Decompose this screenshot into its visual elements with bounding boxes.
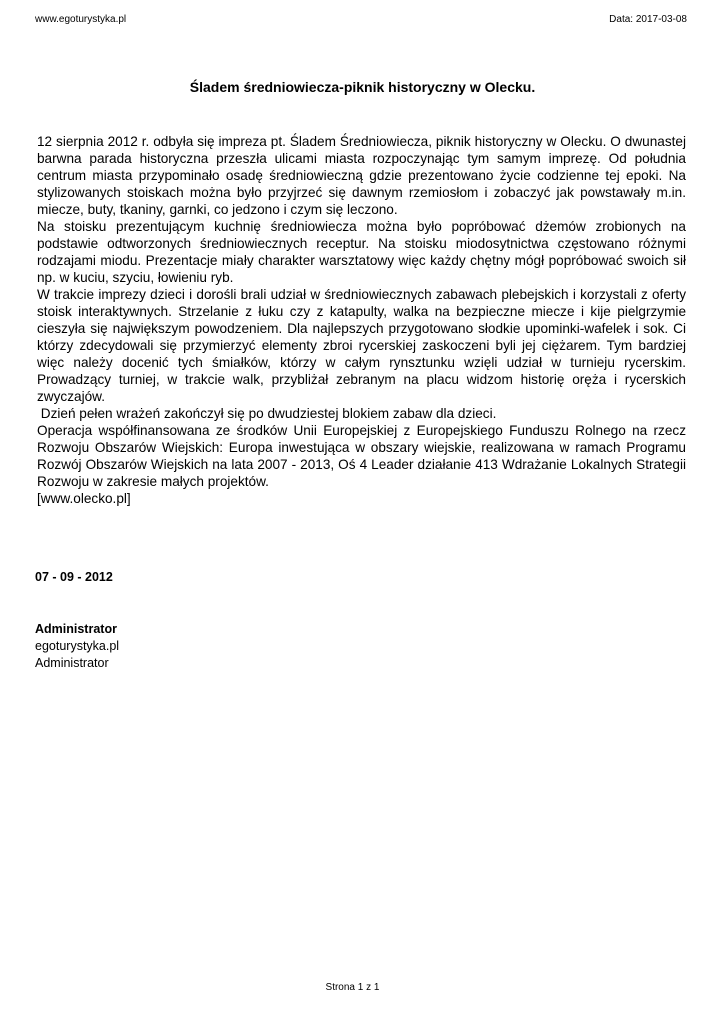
source-link[interactable]: [www.olecko.pl] <box>37 491 131 506</box>
site-url: www.egoturystyka.pl <box>35 14 127 25</box>
article-paragraph: Operacja współfinansowana ze środków Unii Europejskiej z Europejskiego Funduszu Rolnego na rzecz Rozwoju Obszarów Wiejskich: Europa inwestująca w obszary wiejskie, realizowana w ramach Programu Rozwój Obszarów Wiejskich na lata 2007 - 2013, Oś 4 Leader działanie 413 Wdrażanie Lokalnych Strategii Rozwoju w zakresie małych projektów. <box>37 423 686 489</box>
article-paragraph: W trakcie imprezy dzieci i dorośli brali udział w średniowiecznych zabawach plebejskich i korzystali z oferty stoisk interaktywnych. Strzelanie z łuku czy z katapulty, walka na bezpieczne miecze i kije pielgrzymie cieszyła się największym powodzeniem. Dla najlepszych przygotowano słodkie upominki-wafelek i sok. Ci którzy zdecydowali się przymierzyć elementy zbroi rycerskiej zaskoczeni byli jej ciężarem. Tym bardziej więc należy docenić tych śmiałków, którzy w całym rynsztunku wzięli udział w turnieju rycerskim. Prowadzący turniej, w trakcie walk, przybliżał zebranym na placu widzom historię oręża i rycerskich zwyczajów. <box>37 287 686 404</box>
document-date: Data: 2017-03-08 <box>609 14 687 25</box>
article-paragraph: Dzień pełen wrażeń zakończył się po dwudziestej blokiem zabaw dla dzieci. <box>37 406 497 421</box>
page-number: Strona 1 z 1 <box>325 982 380 993</box>
author-role: Administrator <box>35 656 109 670</box>
article-paragraph: 12 sierpnia 2012 r. odbyła się impreza pt. Śladem Średniowiecza, piknik historyczny w Olecku. O dwunastej barwna parada historyczna przeszła ulicami miasta rozpoczynając tym samym imprezę. Od południa centrum miasta przypominało osadę średniowieczną gdzie prezentowano życie codzienne tej epoki. Na stylizowanych stoiskach można było przyjrzeć się dawnym rzemiosłom i zobaczyć jak powstawały m.in. miecze, buty, tkaniny, garnki, co jedzono i czym się leczono. <box>37 134 686 217</box>
publish-date: 07 - 09 - 2012 <box>35 570 113 584</box>
author-block <box>35 621 119 672</box>
article-body <box>37 133 686 507</box>
author-name: Administrator <box>35 622 117 636</box>
article-paragraph: Na stoisku prezentującym kuchnię średniowiecza można było popróbować dżemów zrobionych na podstawie odtworzonych średniowiecznych receptur. Na stoisku miodosytnictwa częstowano różnymi rodzajami miodu. Prezentacje miały charakter warsztatowy więc każdy chętny mógł popróbować swoich sił np. w kuciu, szyciu, łowieniu ryb. <box>37 219 686 285</box>
author-site: egoturystyka.pl <box>35 639 120 653</box>
article-title: Śladem średniowiecza-piknik historyczny w Olecku. <box>189 79 536 95</box>
